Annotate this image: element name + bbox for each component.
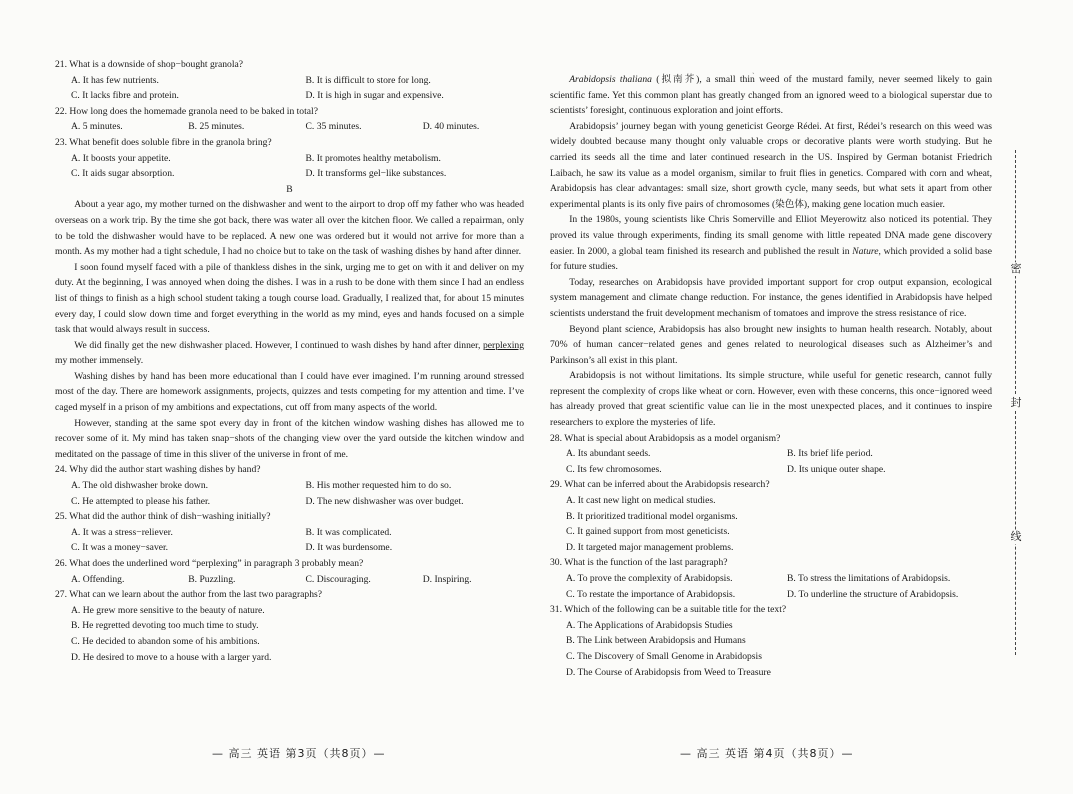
option-b: B. It promotes healthy metabolism. (305, 152, 441, 164)
passage-paragraph: I soon found myself faced with a pile of thankless dishes in the sink, urging me to get on with it and deliver on my duty. At the beginning, I was annoyed when doing the dishes. I was in a rush to be done with them since I had an endless list of things to finish as a high school student taking a tough course load. Gradually, I realized that, for about 15 minutes every day, I could slow down time and forget everything in the world as my mind, eyes and hands focused on a simple task that would always result in success. (55, 261, 524, 336)
option-b: B. He regretted devoting too much time to study. (71, 620, 259, 632)
option-c: C. Discouraging. (305, 573, 371, 585)
question-28 (550, 431, 992, 478)
question-stem: 24. Why did the author start washing dishes by hand? (55, 464, 261, 476)
option-d: D. 40 minutes. (422, 121, 480, 133)
passage-paragraph: Arabidopsis’ journey began with young geneticist George Rédei. At first, Rédei’s research on this weed was widely doubted because many thought only valuable crops or decorative plants were worth studying. But he carried its seeds all the time and later continued research in the US. Inspired by German botanist Friedrich Laibach, he saw its value as a model organism, similar to fruit flies in genetics. Compared with corn and wheat, Arabidopsis has clear advantages: small size, short growth cycle, many seeds, but what sets it apart from other experimental plants is its only five pairs of chromosomes (染色体), making gene location much easier. (550, 120, 992, 210)
option-c: C. 35 minutes. (305, 121, 362, 133)
passage-paragraph (550, 212, 992, 274)
option-c: C. He decided to abandon some of his ambitions. (71, 635, 260, 647)
option-d: D. Inspiring. (422, 573, 472, 585)
option-b: B. The Link between Arabidopsis and Humans (566, 635, 746, 647)
stray-mark: ˎ (752, 65, 755, 74)
option-d: D. It is high in sugar and expensive. (305, 90, 444, 102)
passage-c (550, 72, 992, 431)
option-a: A. It was a stress−reliever. (71, 526, 173, 538)
option-d: D. He desired to move to a house with a larger yard. (71, 651, 272, 663)
option-b: B. Puzzling. (188, 573, 236, 585)
underlined-word: perplexing (482, 339, 524, 351)
option-d: D. The new dishwasher was over budget. (305, 495, 464, 507)
option-b: B. Its brief life period. (787, 448, 873, 460)
option-a: A. Offending. (71, 573, 125, 585)
option-a: A. Its abundant seeds. (566, 448, 651, 460)
paragraph-text: (拟南芥), a small thin weed of the mustard family, never seemed likely to gain scientific fame. Yet this common plant has greatly changed from an ignored weed to a biological superstar due to scientists’ foresight, continuous exploration and joint efforts. (550, 74, 992, 117)
question-stem: 21. What is a downside of shop−bought granola? (55, 59, 244, 70)
option-c: C. To restate the importance of Arabidopsis. (566, 588, 736, 600)
left-page (55, 57, 524, 665)
question-stem: 29. What can be inferred about the Arabidopsis research? (550, 479, 770, 491)
option-b: B. To stress the limitations of Arabidopsis. (787, 573, 951, 584)
option-c: C. It aids sugar absorption. (71, 168, 175, 180)
passage-paragraph (550, 72, 992, 119)
question-30 (550, 555, 992, 602)
passage-paragraph: Washing dishes by hand has been more educational than I could have ever imagined. I’m running around stressed most of the day. There are homework assignments, projects, quizzes and tests competing for my attention and time. I’ve caged myself in a prison of my ambitions and expectations, cut off from many aspects of the world. (55, 370, 524, 414)
question-22 (55, 104, 524, 135)
option-a: A. He grew more sensitive to the beauty of nature. (71, 604, 265, 616)
passage-paragraph (55, 338, 524, 369)
page-footer-left: — 高三 英语 第3页（共8页）— (212, 747, 386, 760)
option-b: B. 25 minutes. (188, 121, 245, 133)
section-heading-b: B (286, 183, 293, 195)
option-d: D. It was burdensome. (305, 542, 393, 554)
seal-char-xian: 线 (1010, 530, 1022, 543)
question-stem: 25. What did the author think of dish−washing initially? (55, 511, 271, 523)
paragraph-text: , which provided a solid base for future studies. (550, 245, 992, 273)
question-stem: 31. Which of the following can be a suitable title for the text? (550, 604, 787, 616)
option-a: A. It has few nutrients. (71, 74, 159, 86)
journal-name: Nature (852, 245, 879, 257)
paragraph-text: We did finally get the new dishwasher placed. However, I continued to wash dishes by hand after dinner, (74, 339, 483, 351)
option-a: A. It boosts your appetite. (71, 152, 171, 164)
seal-char-mi: 密 (1010, 262, 1022, 275)
question-stem: 28. What is special about Arabidopsis as a model organism? (550, 432, 781, 444)
question-27 (55, 587, 524, 665)
option-d: D. The Course of Arabidopsis from Weed to Treasure (566, 666, 771, 678)
passage-paragraph: About a year ago, my mother turned on the dishwasher and went to the airport to drop off my father who was headed overseas on a work trip. By the time she got back, there was water all over the kitchen floor. We called a repairman, only to be told the dishwasher would have to be replaced. A new one was ordered but it would not arrive for more than a month. As my mother had a tight schedule, I had no choice but to take on the task of washing dishes by hand after dinner. (55, 199, 524, 258)
passage-paragraph: Beyond plant science, Arabidopsis has also brought new insights to human health research. Notably, about 70% of human cancer−related genes and genes related to neurological diseases such as Alzheimer’s and Parkinson’s all exist in this plant. (550, 323, 992, 366)
question-stem: 22. How long does the homemade granola need to be baked in total? (55, 105, 318, 117)
passage-b (55, 197, 524, 462)
option-a: A. 5 minutes. (71, 121, 123, 133)
question-26 (55, 556, 524, 587)
passage-paragraph: Arabidopsis is not without limitations. Its simple structure, while useful for genetic research, cannot fully represent the complexity of crops like wheat or corn. However, even with these concerns, this once−ignored weed has already proved that great scientific value can lie in the most unexpected places, and it continues to inspire researchers to explore the mysteries of life. (550, 370, 992, 429)
question-21 (55, 57, 524, 104)
option-b: B. It is difficult to store for long. (305, 74, 431, 86)
question-stem: 27. What can we learn about the author from the last two paragraphs? (55, 589, 323, 601)
paragraph-text: my mother immensely. (55, 355, 144, 367)
question-stem: 23. What benefit does soluble fibre in the granola bring? (55, 136, 272, 148)
right-page (550, 72, 992, 680)
page-footer-right: — 高三 英语 第4页（共8页）— (680, 747, 854, 760)
option-c: C. The Discovery of Small Genome in Arabidopsis (566, 650, 762, 662)
question-31 (550, 602, 992, 680)
option-a: A. It cast new light on medical studies. (566, 495, 716, 507)
question-24 (55, 462, 524, 509)
option-d: D. Its unique outer shape. (787, 463, 886, 475)
option-a: A. To prove the complexity of Arabidopsis. (566, 573, 733, 584)
paragraph-text: In the 1980s, young scientists like Chris Somerville and Elliot Meyerowitz also noticed its potential. They proved its value through experiments, finding its small genome with little repeated DNA made gene discovery easier. In 2000, a global team finished its research and published the result in (550, 214, 992, 257)
option-b: B. His mother requested him to do so. (305, 480, 452, 492)
question-29 (550, 477, 992, 555)
option-c: C. It lacks fibre and protein. (71, 90, 179, 102)
option-b: B. It was complicated. (305, 526, 392, 538)
option-d: D. It transforms gel−like substances. (305, 168, 447, 180)
question-25 (55, 509, 524, 556)
question-stem: 26. What does the underlined word “perplexing” in paragraph 3 probably mean? (55, 558, 364, 569)
option-a: A. The Applications of Arabidopsis Studies (566, 619, 733, 631)
option-d: D. It targeted major management problems. (566, 541, 734, 553)
option-c: C. It was a money−saver. (71, 542, 169, 554)
passage-paragraph: However, standing at the same spot every day in front of the kitchen window washing dishes has allowed me to recover some of it. My mind has taken snap−shots of the changing view over the yard outside the kitchen window and meditated on the passage of time in this sliver of the universe in front of me. (55, 417, 524, 460)
species-name: Arabidopsis thaliana (569, 74, 652, 85)
option-b: B. It prioritized traditional model organisms. (566, 510, 738, 522)
option-c: C. He attempted to please his father. (71, 495, 211, 507)
passage-paragraph: Today, researches on Arabidopsis have provided important support for crop output expansion, ecological system management and climate change reduction. For instance, the genes identified in Arabidopsis have helped scientists understand the fruit development mechanism of tomatoes and improve the stress resistance of rice. (550, 276, 992, 319)
option-a: A. The old dishwasher broke down. (71, 480, 209, 492)
seal-char-feng: 封 (1010, 396, 1022, 409)
option-c: C. Its few chromosomes. (566, 463, 662, 475)
question-23 (55, 135, 524, 182)
option-d: D. To underline the structure of Arabidopsis. (787, 588, 959, 600)
question-stem: 30. What is the function of the last paragraph? (550, 557, 728, 569)
option-c: C. It gained support from most geneticists. (566, 526, 730, 538)
